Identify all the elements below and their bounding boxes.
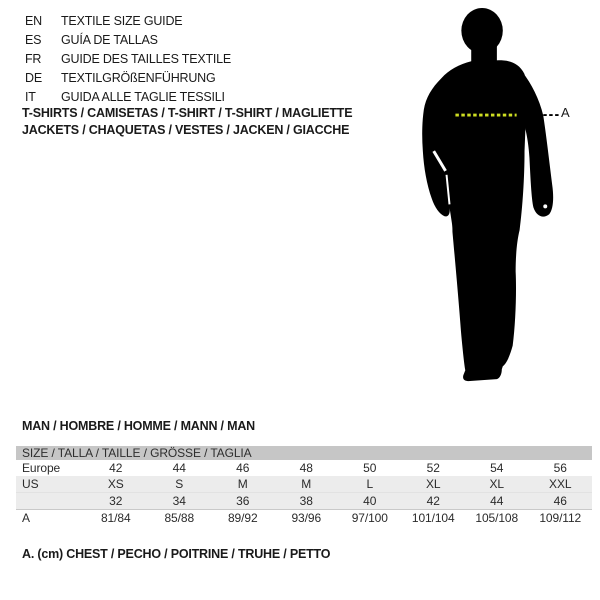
size-cell: 54: [465, 460, 529, 476]
size-cell: 44: [465, 493, 529, 510]
size-cell: 52: [402, 460, 466, 476]
size-cell: 36: [211, 493, 275, 510]
language-code: ES: [25, 33, 42, 47]
table-row-chest-measure: [16, 510, 592, 527]
category-line-jackets: JACKETS / CHAQUETAS / VESTES / JACKEN / GIACCHE: [22, 123, 350, 137]
language-row: [25, 12, 231, 31]
language-row: [25, 69, 231, 88]
silhouette-body: [422, 60, 526, 381]
silhouette-thumb-notch: [543, 204, 547, 208]
row-label: [16, 493, 84, 510]
language-row: [25, 88, 231, 107]
table-row-us: [16, 476, 592, 493]
language-label: GUIDA ALLE TAGLIE TESSILI: [61, 90, 225, 104]
silhouette-right-arm: [521, 72, 554, 217]
size-cell: XS: [84, 476, 148, 493]
row-label: US: [16, 476, 84, 493]
measurement-a-label: A: [561, 105, 570, 120]
language-row: [25, 50, 231, 69]
language-code: EN: [25, 14, 42, 28]
size-cell: 85/88: [148, 510, 212, 527]
language-label: GUIDE DES TAILLES TEXTILE: [61, 52, 232, 66]
size-cell: M: [211, 476, 275, 493]
size-cell: 109/112: [529, 510, 593, 527]
size-table-header: SIZE / TALLA / TAILLE / GRÖSSE / TAGLIA: [16, 446, 592, 460]
size-cell: 46: [529, 493, 593, 510]
language-code: DE: [25, 71, 42, 85]
table-row-europe: [16, 460, 592, 476]
size-cell: 81/84: [84, 510, 148, 527]
language-label: GUÍA DE TALLAS: [61, 33, 158, 47]
size-cell: 97/100: [338, 510, 402, 527]
size-cell: 105/108: [465, 510, 529, 527]
size-cell: 101/104: [402, 510, 466, 527]
size-cell: XL: [402, 476, 466, 493]
size-table: [16, 446, 592, 526]
size-table-header-row: [16, 446, 592, 460]
size-cell: 42: [402, 493, 466, 510]
language-list: [25, 12, 231, 107]
size-cell: 93/96: [275, 510, 339, 527]
man-silhouette: [413, 5, 563, 390]
row-label: A: [16, 510, 84, 527]
language-code: IT: [25, 90, 36, 104]
size-cell: 34: [148, 493, 212, 510]
chest-footnote: A. (cm) CHEST / PECHO / POITRINE / TRUHE / PETTO: [22, 547, 331, 561]
size-cell: 48: [275, 460, 339, 476]
size-cell: S: [148, 476, 212, 493]
size-cell: 56: [529, 460, 593, 476]
size-cell: XL: [465, 476, 529, 493]
table-row-us-numeric: [16, 493, 592, 510]
row-label: Europe: [16, 460, 84, 476]
size-cell: 38: [275, 493, 339, 510]
size-cell: 42: [84, 460, 148, 476]
size-cell: 40: [338, 493, 402, 510]
size-cell: 44: [148, 460, 212, 476]
size-cell: 46: [211, 460, 275, 476]
size-cell: 50: [338, 460, 402, 476]
size-cell: M: [275, 476, 339, 493]
category-line-tshirts: T-SHIRTS / CAMISETAS / T-SHIRT / T-SHIRT / MAGLIETTE: [22, 106, 353, 120]
language-label: TEXTILGRÖßENFÜHRUNG: [61, 71, 216, 85]
size-cell: 32: [84, 493, 148, 510]
size-cell: 89/92: [211, 510, 275, 527]
language-row: [25, 31, 231, 50]
section-title-man: MAN / HOMBRE / HOMME / MANN / MAN: [22, 419, 255, 433]
size-cell: L: [338, 476, 402, 493]
language-code: FR: [25, 52, 42, 66]
size-cell: XXL: [529, 476, 593, 493]
language-label: TEXTILE SIZE GUIDE: [61, 14, 183, 28]
